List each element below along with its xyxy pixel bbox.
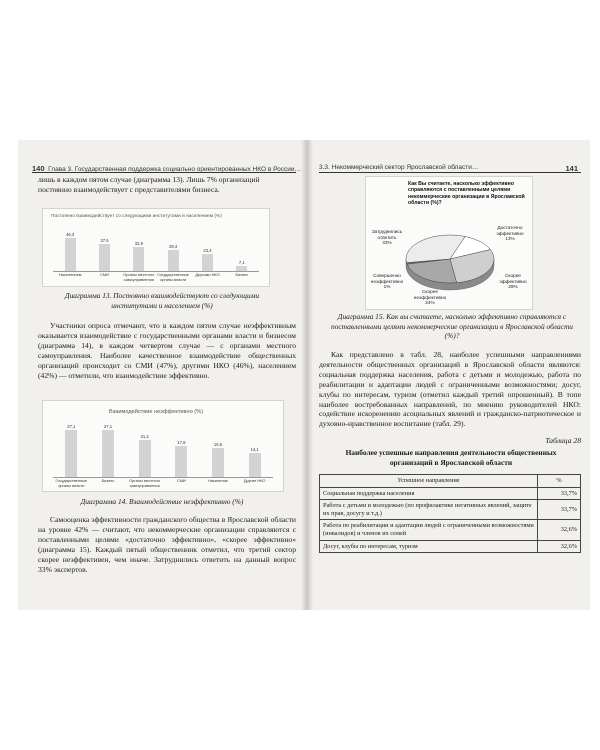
- chart-13-value-label: 37,5: [100, 238, 109, 243]
- table-cell-direction: Работа по реабилитации и адаптации людей с ограниченными возможностями (инвалидов) и членов их семей: [320, 520, 538, 540]
- table-cell-direction: Социальная поддержка населения: [320, 487, 538, 500]
- right-running-head-text: 3.3. Некоммерческий сектор Ярославской области…: [319, 164, 479, 171]
- chart-14-bar: [139, 440, 151, 477]
- left-paragraph-3: Самооценка эффективности гражданского общества в Ярославской области на уровне 42% — считают, что некоммерческие организации справляются с поставленными целями «достаточно эффективно», «скорее эффективно» (диаграмма 15). Каждый пятый общественник отметил, что третий сектор скорее неэффективен, чем иначе. Затруднились ответить на данный вопрос 33% экспертов.: [38, 515, 296, 574]
- chart-14-category-label: Бизнес: [101, 478, 115, 483]
- chart-13-caption: Диаграмма 13. Постоянно взаимодействуют со следующими институтами и населением (%): [64, 291, 260, 310]
- right-header-rule: [319, 172, 581, 173]
- chart-14-category-label: Население: [208, 478, 228, 483]
- chart-13-category-label: Бизнес: [235, 272, 249, 277]
- chart-13-bar: [168, 250, 179, 271]
- table-header-row: [320, 475, 581, 488]
- chart-15-title: Как Вы считаете, насколько эффективно справляются с поставленными целями некоммерческие организации в Ярославской области (%)?: [408, 181, 525, 206]
- chart-15-caption: Диаграмма 15. Как вы считаете, насколько эффективно справляются с поставленными целями некоммерческие организации в Ярославской области (%)?: [331, 312, 573, 341]
- chart-13-category-label: Другими НКО: [195, 272, 220, 277]
- table-cell-percent: 33,7%: [538, 487, 581, 500]
- left-intro-line-1: лишь в каждом пятом случае (диаграмма 13). Лишь 7% организаций: [38, 175, 260, 184]
- chart-13-baseline: [53, 271, 259, 272]
- left-page: [18, 140, 303, 610]
- chart-13-bar: [99, 244, 110, 271]
- pie-label-sufficient-value: 13%: [505, 236, 515, 241]
- chart-14-category-label: Другие НКО: [243, 478, 266, 483]
- chart-14-bar: [212, 448, 224, 477]
- table-cell-direction: Досуг, клубы по интересам, туризм: [320, 540, 538, 553]
- table-number: Таблица 28: [545, 436, 581, 445]
- pie-label-hard: [368, 229, 406, 246]
- chart-13-category-label: Государственные органы власти: [157, 272, 189, 282]
- table-cell-percent: 33,7%: [538, 500, 581, 520]
- pie-label-rather-eff: [496, 273, 530, 290]
- chart-13-bar: [236, 266, 247, 271]
- pie-label-totally-ineff-text: Совершенно неэффективно: [370, 273, 404, 284]
- left-paragraph-2: Участники опроса отмечают, что в каждом пятом случае неэффективным оказывается взаимодействие с государственными органами власти и бизнесом (диаграмма 14), в каждом четвертом случае — с органами местного самоуправления. Наиболее качественное взаимодействие общественных организаций происходит со СМИ (47%), другими НКО (46%), населением (42%) — отметили, что взаимодействие эффективно.: [38, 321, 296, 380]
- chart-13-value-label: 46,3: [66, 231, 75, 237]
- chart-14-value-label: 27,1: [67, 424, 76, 430]
- pie-label-sufficient-text: Достаточно эффективно: [496, 225, 524, 236]
- chart-14-bar: [102, 430, 114, 477]
- chart-14: [42, 400, 284, 492]
- chart-13-value-label: 23,4: [203, 248, 212, 254]
- pie-label-hard-text: Затруднились ответить: [371, 229, 403, 240]
- right-running-head: [319, 164, 478, 171]
- chart-14-bar: [249, 453, 261, 477]
- chart-13-category-label: Населением: [58, 272, 82, 277]
- chart-14-category-label: Государственные органы власти: [55, 478, 88, 488]
- chart-13-bar: [65, 238, 76, 271]
- table-header-direction: Успешное направление: [320, 475, 538, 488]
- book-spread: [18, 140, 590, 610]
- pie-label-rather-eff-value: 29%: [508, 284, 518, 289]
- table-cell-percent: 32,6%: [538, 520, 581, 540]
- left-intro-line-2: постоянно взаимодействует с представителями бизнеса.: [38, 185, 220, 194]
- table-row: [320, 540, 581, 553]
- chart-14-value-label: 17,6: [177, 440, 186, 446]
- chart-15: [365, 176, 533, 310]
- pie-label-totally-ineff: [368, 273, 406, 290]
- table-cell-percent: 32,6%: [538, 540, 581, 553]
- chart-14-bar: [175, 446, 187, 477]
- table-title: Наиболее успешные направления деятельности общественных организаций в Ярославской области: [345, 448, 557, 467]
- table-header-percent: %: [538, 475, 581, 488]
- chart-14-value-label: 14,1: [250, 446, 259, 452]
- chart-13-bar: [202, 254, 213, 271]
- right-page: [311, 140, 590, 610]
- chart-13-value-label: 29,4: [169, 243, 178, 249]
- left-header-rule: [32, 172, 296, 173]
- chart-14-category-label: СМИ: [176, 478, 186, 483]
- table-row: [320, 487, 581, 500]
- table-row: [320, 520, 581, 540]
- pie-label-sufficient: [490, 225, 530, 242]
- left-running-head-text: Глава 3. Государственная поддержка социально ориентированных НКО в России…: [48, 166, 301, 173]
- chart-13-value-label: 32,9: [134, 241, 143, 247]
- pie-label-rather-eff-text: Скорее эффективно: [499, 273, 527, 284]
- chart-13-category-label: Органы местного самоуправления: [123, 272, 155, 282]
- pie-label-rather-ineff: [412, 289, 448, 306]
- table-row: [320, 500, 581, 520]
- chart-14-caption: Диаграмма 14. Взаимодействие неэффективно (%): [80, 497, 244, 506]
- chart-14-value-label: 21,2: [140, 434, 149, 440]
- chart-14-title: Взаимодействие неэффективно (%): [109, 409, 203, 415]
- chart-13-category-label: СМИ: [100, 272, 109, 277]
- pie-label-rather-ineff-value: 24%: [425, 300, 435, 305]
- pie-label-totally-ineff-value: 1%: [383, 284, 391, 289]
- pie-label-rather-ineff-text: Скорее неэффективно: [413, 289, 447, 300]
- chart-13: [42, 208, 270, 287]
- chart-14-value-label: 16,5: [213, 442, 223, 448]
- chart-13-value-label: 7,1: [238, 259, 245, 265]
- left-page-number: 140: [32, 164, 45, 173]
- chart-13-bar: [133, 247, 144, 271]
- right-paragraph-1: Как представлено в табл. 28, наиболее успешными направлениями деятельности общественных организаций в Ярославской области являются: социальная поддержка населения, работа с детьми и молодежью, работа по реабилитации и адаптации людей с ограниченными возможностями; досуг, клубы по интересам, туризм (отметил каждый третий опрошенный). В топе наиболее востребованных направлений, по мнению руководителей НКО: содействие искоренению асоциальных явлений и гражданско-патриотическое и духовно-нравственное воспитание (табл. 29).: [319, 350, 581, 429]
- success-table: [319, 474, 581, 553]
- chart-14-category-label: Органы местного самоуправления: [129, 478, 161, 488]
- right-page-number: 141: [565, 164, 578, 173]
- table-cell-direction: Работа с детьми и молодежью (по профилактике негативных явлений, защите их прав, досугу и т.д.): [320, 500, 538, 520]
- chart-13-title: Постоянно взаимодействует со следующими институтами и населением (%): [51, 214, 222, 219]
- chart-14-bar: [65, 430, 77, 477]
- chart-14-value-label: 27,1: [103, 424, 113, 430]
- pie-label-hard-value: 33%: [382, 240, 392, 245]
